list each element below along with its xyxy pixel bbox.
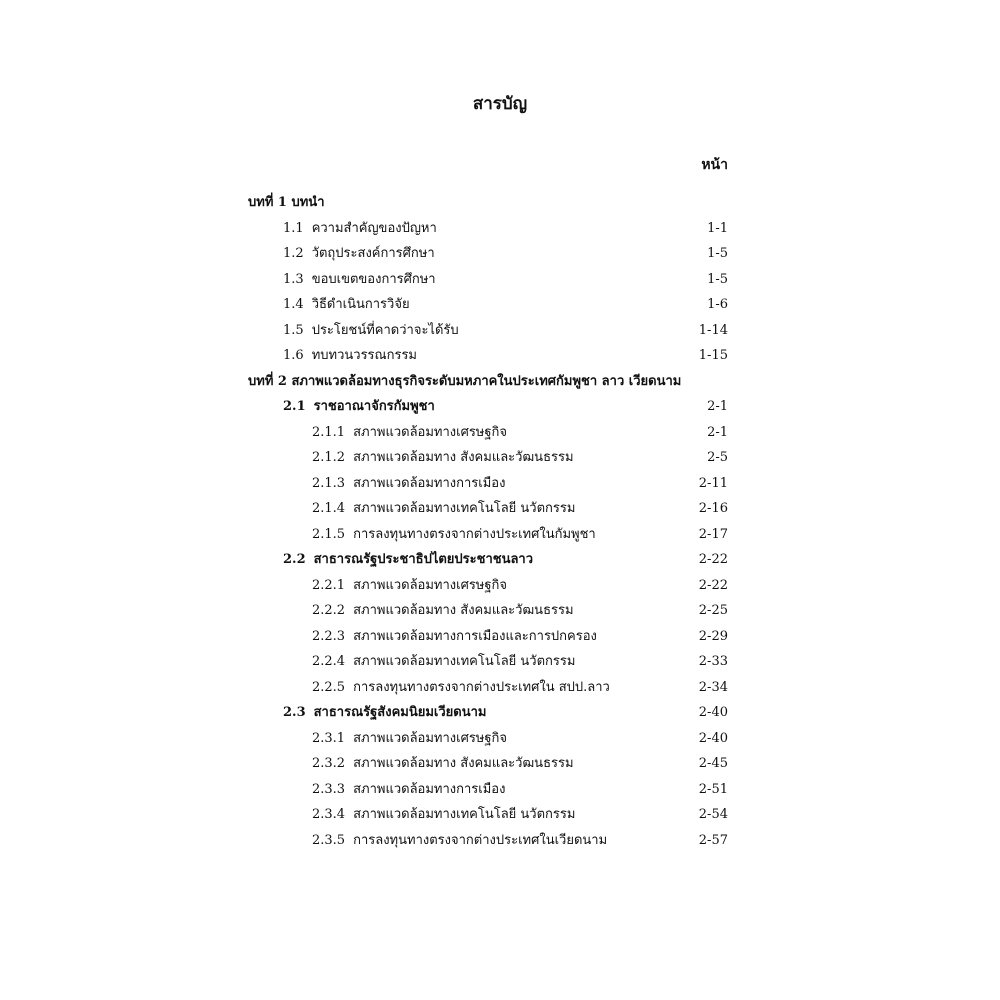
toc-entry — [248, 496, 728, 522]
toc-entry — [248, 241, 728, 267]
chapter-1-heading — [248, 190, 728, 216]
entry-number: 2.2.3 — [312, 628, 346, 644]
entry-text: สภาพแวดล้อมทางเทคโนโลยี นวัตกรรม — [353, 501, 576, 516]
entry-number: 2.1.3 — [312, 475, 346, 491]
toc-title: สารบัญ — [472, 94, 528, 114]
toc-entry — [248, 318, 728, 344]
toc-entry — [248, 445, 728, 471]
entry-text: การลงทุนทางตรงจากต่างประเทศในเวียดนาม — [353, 832, 608, 848]
section-text: ราชอาณาจักรกัมพูชา — [313, 399, 435, 414]
entry-text: ทบทวนวรรณกรรม — [311, 348, 417, 363]
entry-page: 2-29 — [698, 628, 728, 644]
entry-page: 1-5 — [707, 271, 728, 287]
table-of-contents — [248, 190, 728, 853]
entry-page: 2-25 — [698, 603, 728, 618]
entry-page: 1-5 — [707, 246, 728, 261]
toc-entry — [248, 573, 728, 599]
entry-text: สภาพแวดล้อมทางการเมือง — [353, 475, 506, 491]
entry-page: 2-45 — [698, 756, 728, 771]
entry-page: 2-34 — [698, 679, 728, 695]
toc-entry — [248, 726, 728, 752]
entry-page: 2-5 — [707, 450, 728, 465]
toc-entry — [248, 292, 728, 318]
entry-text: สภาพแวดล้อมทาง สังคมและวัฒนธรรม — [353, 603, 574, 618]
entry-number: 2.1.4 — [312, 501, 346, 516]
entry-text: สภาพแวดล้อมทางเทคโนโลยี นวัตกรรม — [353, 807, 576, 822]
entry-number: 1.1 — [283, 220, 304, 236]
section-number: 2.1 — [283, 399, 306, 414]
entry-number: 2.3.2 — [312, 756, 346, 771]
entry-number: 2.3.3 — [312, 781, 346, 797]
entry-number: 2.2.5 — [312, 679, 346, 695]
entry-text: สภาพแวดล้อมทางการเมือง — [353, 781, 506, 797]
entry-number: 2.3.4 — [312, 807, 346, 822]
section-text: สาธารณรัฐสังคมนิยมเวียดนาม — [313, 705, 487, 720]
entry-page: 2-54 — [698, 807, 728, 822]
entry-text: ความสำคัญของปัญหา — [311, 220, 437, 236]
entry-page: 1-6 — [707, 297, 728, 312]
entry-number: 2.2.4 — [312, 654, 346, 669]
entry-text: การลงทุนทางตรงจากต่างประเทศใน สปป.ลาว — [353, 679, 610, 695]
page-column-header: หน้า — [701, 157, 728, 173]
entry-number: 2.1.1 — [312, 424, 346, 440]
entry-text: วัตถุประสงค์การศึกษา — [311, 246, 435, 261]
entry-text: สภาพแวดล้อมทางเศรษฐกิจ — [353, 577, 508, 593]
toc-entry — [248, 471, 728, 497]
chapter-2-heading — [248, 369, 728, 395]
section-page: 2-22 — [698, 552, 728, 567]
entry-text: สภาพแวดล้อมทางเทคโนโลยี นวัตกรรม — [353, 654, 576, 669]
entry-page: 1-15 — [698, 348, 728, 363]
entry-page: 2-1 — [707, 424, 728, 440]
toc-entry — [248, 777, 728, 803]
section-heading — [248, 394, 728, 420]
section-page: 2-1 — [707, 399, 728, 414]
section-number: 2.2 — [283, 552, 306, 567]
entry-text: สภาพแวดล้อมทาง สังคมและวัฒนธรรม — [353, 756, 574, 771]
toc-entry — [248, 802, 728, 828]
entry-text: สภาพแวดล้อมทาง สังคมและวัฒนธรรม — [353, 450, 574, 465]
entry-page: 2-16 — [698, 501, 728, 516]
entry-number: 1.4 — [283, 297, 304, 312]
toc-entry — [248, 828, 728, 854]
entry-text: ประโยชน์ที่คาดว่าจะได้รับ — [311, 322, 459, 338]
entry-page: 1-1 — [707, 220, 728, 236]
toc-entry — [248, 420, 728, 446]
entry-page: 2-57 — [698, 832, 728, 848]
toc-entry — [248, 216, 728, 242]
entry-number: 2.3.5 — [312, 832, 346, 848]
entry-number: 2.3.1 — [312, 730, 346, 746]
entry-page: 2-33 — [698, 654, 728, 669]
entry-text: ขอบเขตของการศึกษา — [311, 271, 436, 287]
section-number: 2.3 — [283, 705, 306, 720]
chapter-label: บทที่ 1 บทนำ — [248, 195, 325, 210]
entry-text: สภาพแวดล้อมทางการเมืองและการปกครอง — [353, 628, 597, 644]
toc-entry — [248, 522, 728, 548]
entry-number: 1.2 — [283, 246, 304, 261]
entry-text: สภาพแวดล้อมทางเศรษฐกิจ — [353, 730, 508, 746]
entry-number: 1.6 — [283, 348, 304, 363]
toc-entry — [248, 267, 728, 293]
entry-text: การลงทุนทางตรงจากต่างประเทศในกัมพูชา — [353, 526, 596, 542]
toc-entry — [248, 343, 728, 369]
entry-page: 2-22 — [698, 577, 728, 593]
toc-entry — [248, 751, 728, 777]
entry-page: 1-14 — [698, 322, 728, 338]
entry-page: 2-17 — [698, 526, 728, 542]
entry-page: 2-40 — [698, 730, 728, 746]
entry-number: 1.3 — [283, 271, 304, 287]
entry-page: 2-11 — [698, 475, 728, 491]
toc-entry — [248, 649, 728, 675]
entry-text: สภาพแวดล้อมทางเศรษฐกิจ — [353, 424, 508, 440]
toc-entry — [248, 675, 728, 701]
chapter-label: บทที่ 2 สภาพแวดล้อมทางธุรกิจระดับมหภาคในประเทศกัมพูชา ลาว เวียดนาม — [248, 373, 682, 389]
entry-number: 2.2.2 — [312, 603, 346, 618]
entry-number: 2.2.1 — [312, 577, 346, 593]
entry-text: วิธีดำเนินการวิจัย — [311, 297, 410, 312]
toc-entry — [248, 624, 728, 650]
section-text: สาธารณรัฐประชาธิปไตยประชาชนลาว — [313, 552, 534, 567]
section-heading — [248, 700, 728, 726]
section-page: 2-40 — [698, 705, 728, 720]
entry-number: 2.1.2 — [312, 450, 346, 465]
entry-number: 2.1.5 — [312, 526, 346, 542]
toc-entry — [248, 598, 728, 624]
section-heading — [248, 547, 728, 573]
entry-number: 1.5 — [283, 322, 304, 338]
entry-page: 2-51 — [698, 781, 728, 797]
